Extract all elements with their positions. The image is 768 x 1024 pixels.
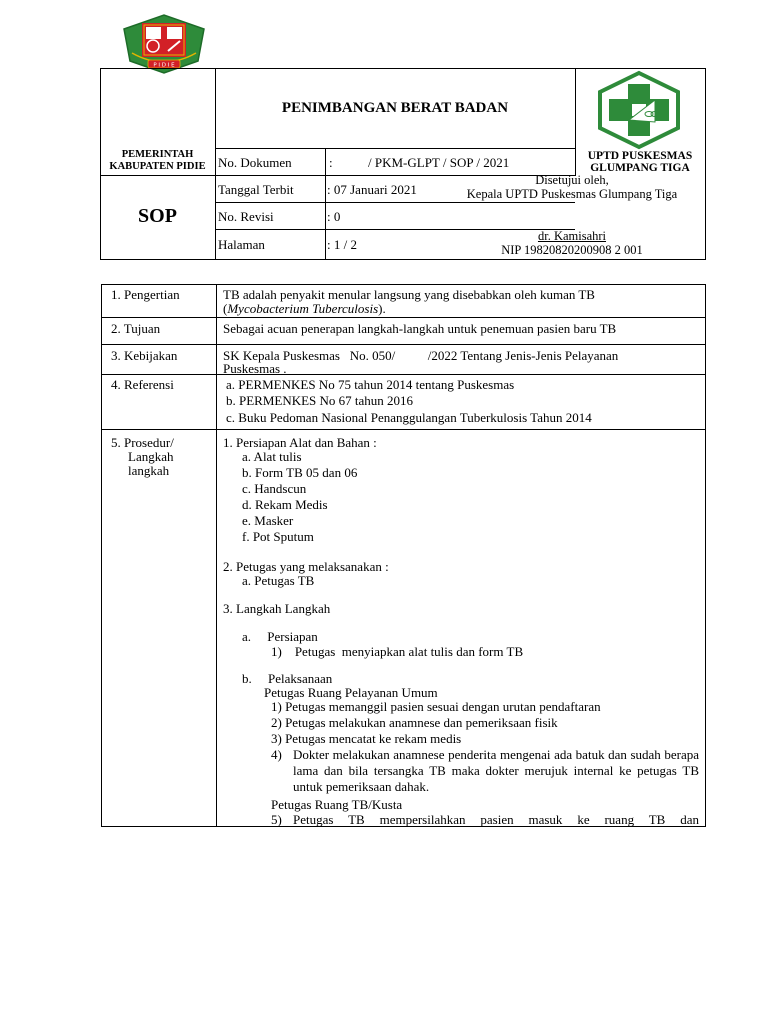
left-org-line2: KABUPATEN PIDIE — [109, 161, 206, 172]
signatory-block — [440, 229, 704, 257]
sep-no-dokumen: : — [329, 155, 333, 170]
persiapan-item-c: c. Handscun — [242, 481, 307, 496]
label-kebijakan: 3. Kebijakan — [111, 348, 178, 363]
document-title: PENIMBANGAN BERAT BADAN — [281, 100, 509, 116]
right-org-name — [575, 150, 705, 174]
left-org-line1: PEMERINTAH — [121, 149, 194, 160]
mycobacterium-term: Mycobacterium Tuberculosis — [227, 301, 379, 316]
persiapan-item-d: d. Rekam Medis — [242, 497, 328, 512]
text-pengertian-line2 — [223, 301, 386, 316]
label-no-revisi: No. Revisi — [218, 209, 274, 224]
referensi-item-c: c. Buku Pedoman Nasional Penanggulangan Tuberkulosis Tahun 2014 — [226, 410, 592, 425]
persiapan-item-a: a. Alat tulis — [242, 449, 302, 464]
step-b-subtitle: Petugas Ruang Pelayanan Umum — [264, 685, 438, 700]
label-no-dokumen: No. Dokumen — [218, 155, 292, 170]
label-tanggal-terbit: Tanggal Terbit — [218, 182, 294, 197]
approval-line2: Kepala UPTD Puskesmas Glumpang Tiga — [466, 187, 678, 201]
label-referensi: 4. Referensi — [111, 377, 174, 392]
label-tujuan: 2. Tujuan — [111, 321, 161, 336]
label-pengertian: 1. Pengertian — [111, 287, 180, 302]
step-b-item-3: 3) Petugas mencatat ke rekam medis — [271, 731, 462, 746]
kusta-subtitle: Petugas Ruang TB/Kusta — [271, 797, 403, 812]
signatory-nip: NIP 19820820200908 2 001 — [501, 243, 643, 257]
step-b-item-2: 2) Petugas melakukan anamnese dan pemeriksaan fisik — [271, 715, 558, 730]
text-pengertian-line1: TB adalah penyakit menular langsung yang disebabkan oleh kuman TB — [223, 287, 595, 302]
label-langkah-2: langkah — [128, 463, 170, 478]
step-a-item: 1) Petugas menyiapkan alat tulis dan form TB — [271, 644, 524, 659]
persiapan-item-b: b. Form TB 05 dan 06 — [242, 465, 358, 480]
step-b-item-4-num: 4) — [271, 747, 282, 762]
langkah-title: 3. Langkah Langkah — [223, 601, 331, 616]
value-no-dokumen: / PKM-GLPT / SOP / 2021 — [368, 155, 510, 170]
persiapan-item-e: e. Masker — [242, 513, 294, 528]
step-b-item-4-text: Dokter melakukan anamnese penderita mengenai ada batuk dan sudah berapa lama dan bila tersangka TB maka dokter merujuk internal ke petugas TB untuk pemeriksaan dahak. — [293, 747, 699, 794]
label-langkah: Langkah — [128, 449, 174, 464]
text-kebijakan-line2: Puskesmas . — [223, 361, 287, 376]
paren-close: ). — [378, 301, 386, 316]
petugas-item: a. Petugas TB — [242, 573, 315, 588]
petugas-title: 2. Petugas yang melaksanakan : — [223, 559, 389, 574]
right-org-line2: GLUMPANG TIGA — [590, 162, 690, 174]
puskesmas-logo — [595, 70, 683, 150]
sop-label: SOP — [138, 205, 177, 227]
step-b-item-5-text: Petugas TB mempersilahkan pasien masuk ke ruang TB dan — [293, 812, 699, 827]
left-org-name — [100, 149, 215, 173]
approval-block — [440, 173, 704, 201]
step-a-title: a. Persiapan — [242, 629, 318, 644]
signatory-name: dr. Kamisahri — [537, 229, 607, 243]
label-prosedur: 5. Prosedur/ — [111, 435, 174, 450]
step-b-item-5-num: 5) — [271, 812, 282, 827]
text-tujuan: Sebagai acuan penerapan langkah-langkah untuk penemuan pasien baru TB — [223, 321, 617, 336]
value-halaman: : 1 / 2 — [327, 237, 357, 252]
label-halaman: Halaman — [218, 237, 265, 252]
persiapan-item-f: f. Pot Sputum — [242, 529, 314, 544]
pidie-seal-logo — [118, 13, 210, 75]
step-b-title: b. Pelaksanaan — [242, 671, 333, 686]
referensi-item-a: a. PERMENKES No 75 tahun 2014 tentang Puskesmas — [226, 377, 515, 392]
seal-text: P I D I E — [153, 62, 175, 69]
step-b-item-1: 1) Petugas memanggil pasien sesuai dengan urutan pendaftaran — [271, 699, 601, 714]
text-kebijakan-line1: SK Kepala Puskesmas No. 050/ /2022 Tentang Jenis-Jenis Pelayanan — [223, 348, 619, 363]
right-org-line1: UPTD PUSKESMAS — [587, 150, 693, 162]
paren-open: ( — [223, 301, 228, 316]
value-no-revisi: : 0 — [327, 209, 341, 224]
value-tanggal-terbit: : 07 Januari 2021 — [327, 182, 417, 197]
approval-line1: Disetujui oleh, — [535, 173, 609, 187]
referensi-item-b: b. PERMENKES No 67 tahun 2016 — [226, 393, 414, 408]
persiapan-title: 1. Persiapan Alat dan Bahan : — [223, 435, 377, 450]
